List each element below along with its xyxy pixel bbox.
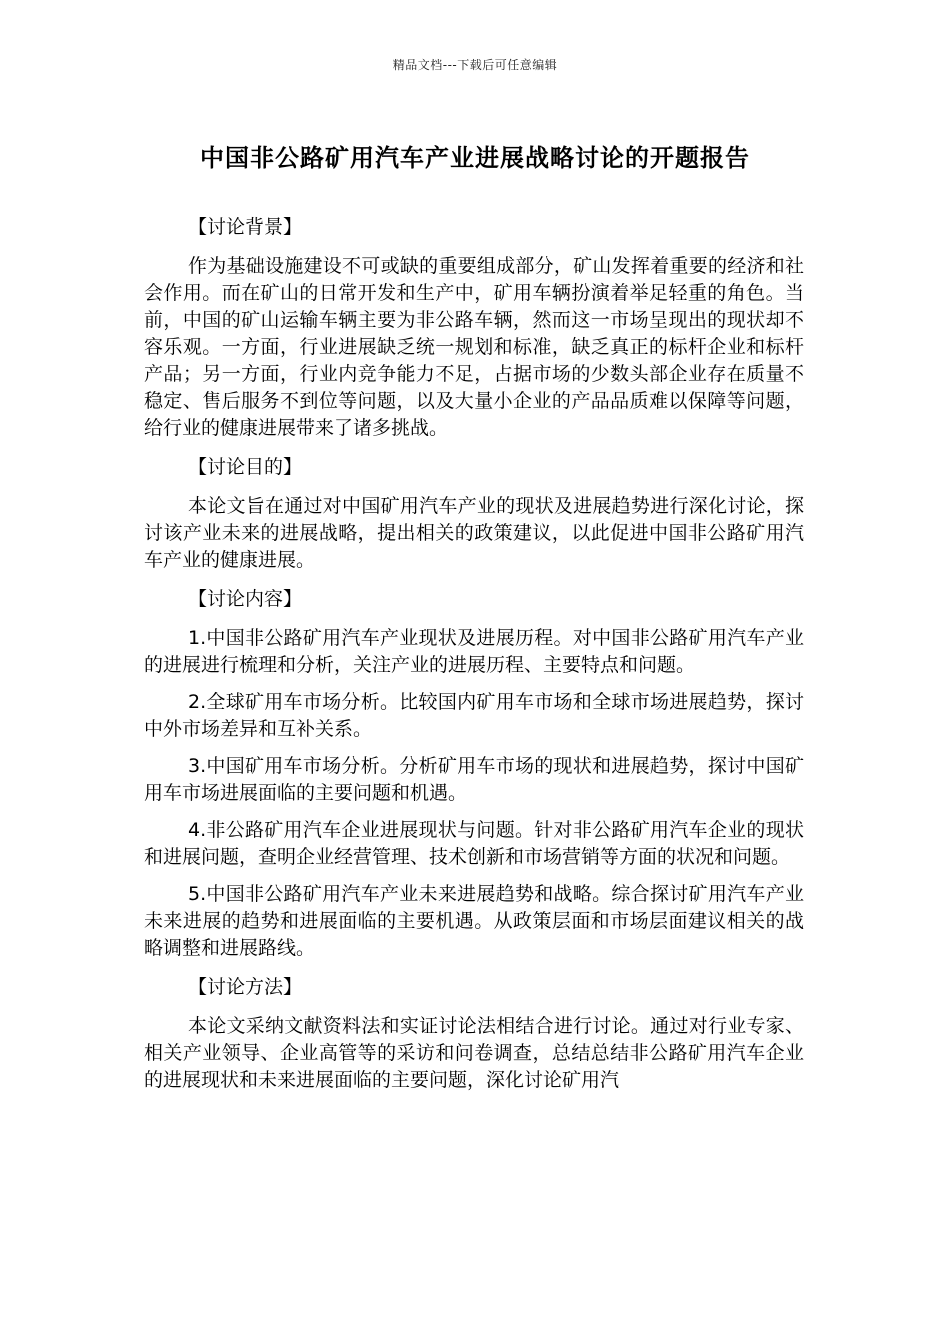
content-item-5: 5.中国非公路矿用汽车产业未来进展趋势和战略。综合探讨矿用汽车产业未来进展的趋势和进展面临的主要机遇。从政策层面和市场层面建议相关的战略调整和进展路线。 <box>144 883 804 959</box>
document-body <box>144 214 804 1106</box>
paragraph-method: 本论文采纳文献资料法和实证讨论法相结合进行讨论。通过对行业专家、相关产业领导、企业高管等的采访和问卷调查，总结总结非公路矿用汽车企业的进展现状和未来进展面临的主要问题，深化讨论矿用汽 <box>144 1015 804 1091</box>
section-heading-method: 【讨论方法】 <box>188 976 303 998</box>
page-header-watermark: 精品文档---下载后可任意编辑 <box>392 58 558 72</box>
document-title: 中国非公路矿用汽车产业进展战略讨论的开题报告 <box>200 144 750 172</box>
section-heading-content: 【讨论内容】 <box>188 588 303 610</box>
section-heading-background: 【讨论背景】 <box>188 216 303 238</box>
paragraph-background: 作为基础设施建设不可或缺的重要组成部分，矿山发挥着重要的经济和社会作用。而在矿山的日常开发和生产中，矿用车辆扮演着举足轻重的角色。当前，中国的矿山运输车辆主要为非公路车辆，然而这一市场呈现出的现状却不容乐观。一方面，行业进展缺乏统一规划和标准，缺乏真正的标杆企业和标杆产品；另一方面，行业内竞争能力不足，占据市场的少数头部企业存在质量不稳定、售后服务不到位等问题，以及大量小企业的产品品质难以保障等问题，给行业的健康进展带来了诸多挑战。 <box>144 255 804 439</box>
content-item-2: 2.全球矿用车市场分析。比较国内矿用车市场和全球市场进展趋势，探讨中外市场差异和互补关系。 <box>144 691 804 740</box>
content-item-4: 4.非公路矿用汽车企业进展现状与问题。针对非公路矿用汽车企业的现状和进展问题，查明企业经营管理、技术创新和市场营销等方面的状况和问题。 <box>144 819 804 868</box>
content-item-1: 1.中国非公路矿用汽车产业现状及进展历程。对中国非公路矿用汽车产业的进展进行梳理和分析，关注产业的进展历程、主要特点和问题。 <box>144 627 804 676</box>
content-item-3: 3.中国矿用车市场分析。分析矿用车市场的现状和进展趋势，探讨中国矿用车市场进展面临的主要问题和机遇。 <box>144 755 804 804</box>
section-heading-purpose: 【讨论目的】 <box>188 456 303 478</box>
paragraph-purpose: 本论文旨在通过对中国矿用汽车产业的现状及进展趋势进行深化讨论，探讨该产业未来的进展战略，提出相关的政策建议，以此促进中国非公路矿用汽车产业的健康进展。 <box>144 495 804 571</box>
